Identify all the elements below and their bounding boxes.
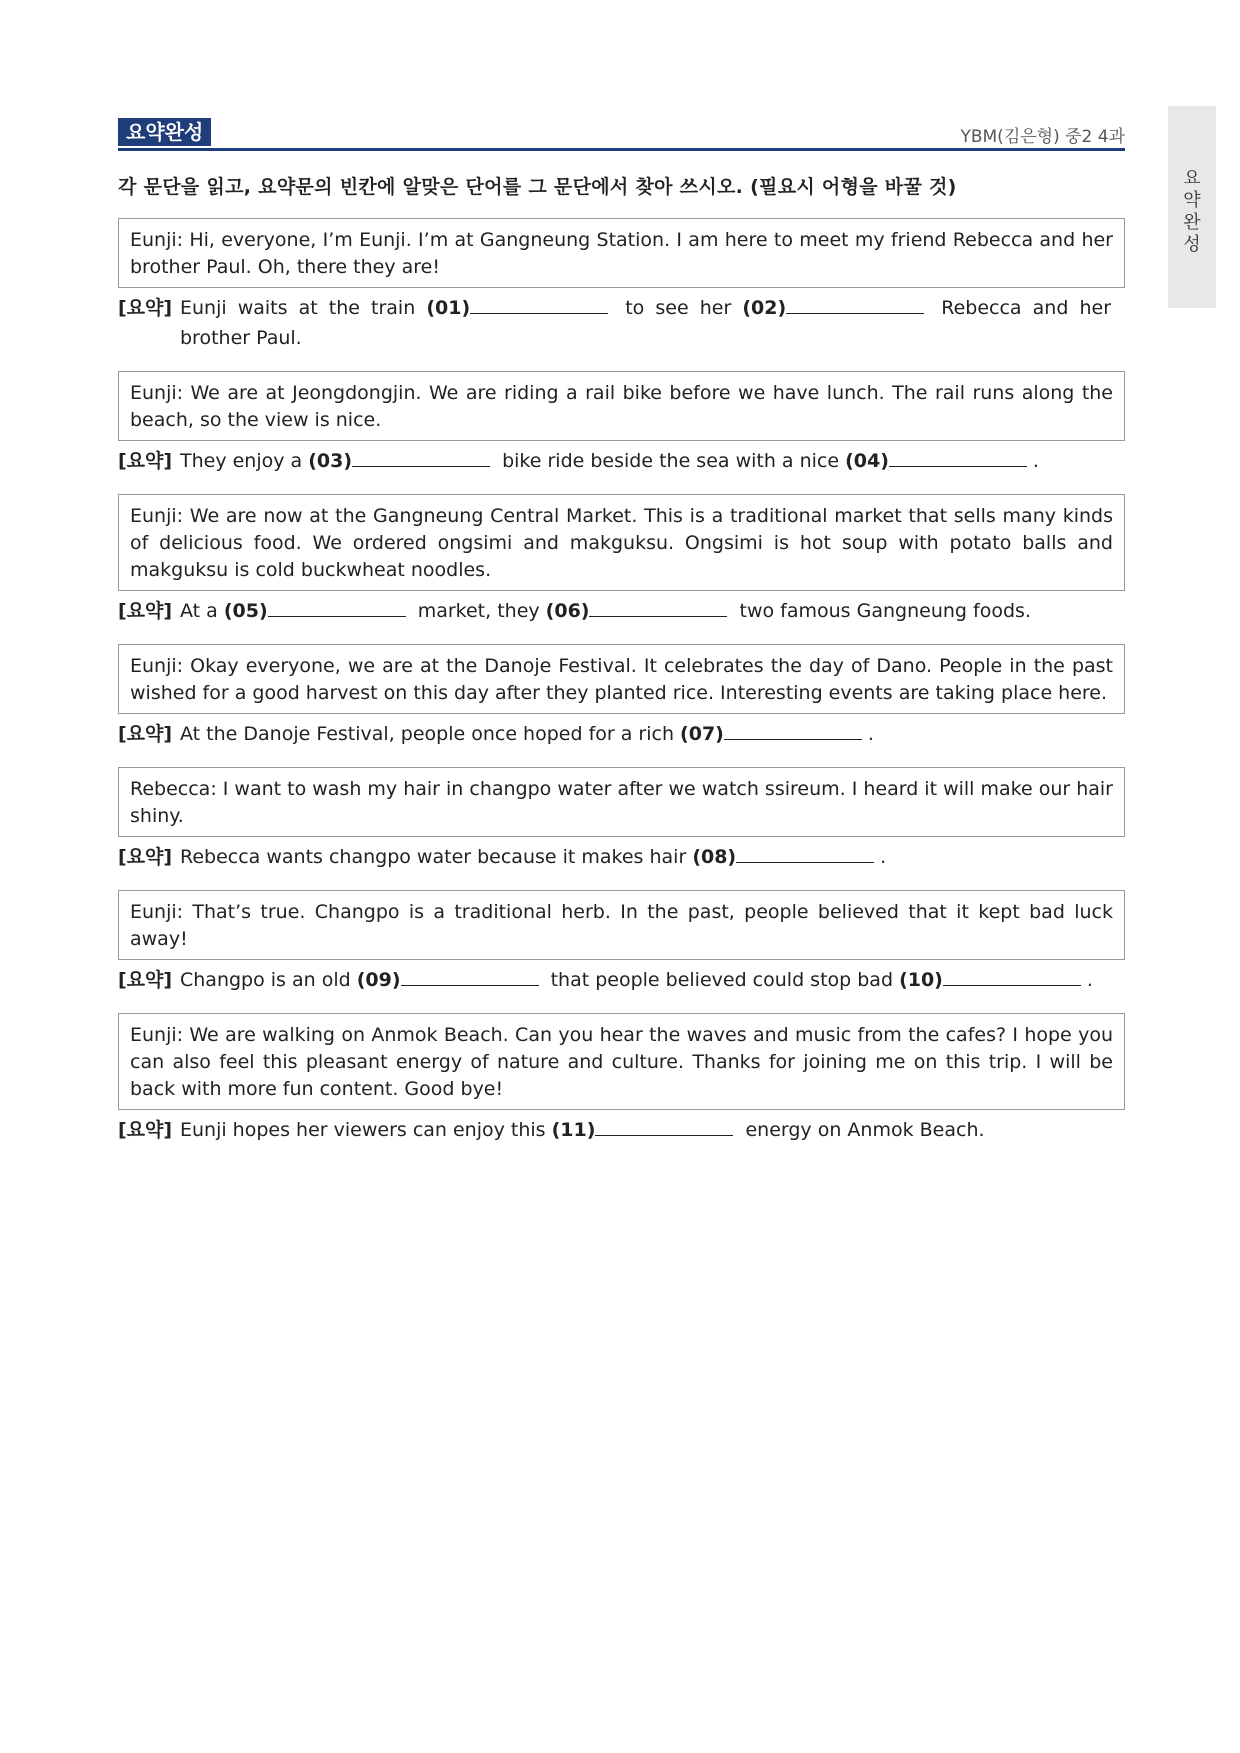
summary-line [118, 719, 1125, 749]
side-tab [1168, 106, 1216, 308]
section-label: 요약완성 [118, 118, 211, 146]
blank-number: (02) [742, 297, 787, 319]
summary-fragment: market, they [411, 600, 546, 622]
summary-fragment: to see her [614, 297, 743, 319]
side-tab-char: 성 [1183, 234, 1201, 255]
summary-fragment: . [867, 723, 874, 745]
answer-blank[interactable] [401, 965, 539, 986]
blank-number: (07) [680, 723, 724, 745]
summary-tag: [요약] [118, 969, 173, 991]
summary-fragment: energy on Anmok Beach. [739, 1119, 985, 1141]
summary-fragment: Rebecca and her brother Paul. [180, 297, 1112, 349]
summary-fragment: two famous Gangneung foods. [733, 600, 1031, 622]
side-tab-char: 약 [1183, 190, 1201, 211]
answer-blank[interactable] [736, 842, 874, 863]
answer-blank[interactable] [889, 446, 1027, 467]
blank-number: (05) [223, 600, 268, 622]
blank-number: (03) [308, 450, 353, 472]
summary-fragment: They enjoy a [180, 450, 309, 472]
answer-blank[interactable] [786, 293, 924, 314]
summary-line [118, 293, 1125, 353]
side-tab-char: 요 [1183, 168, 1201, 189]
summary-line [118, 1115, 1125, 1145]
summary-text [180, 596, 1111, 626]
summary-fragment: . [880, 846, 887, 868]
blank-number: (08) [692, 846, 737, 868]
passage-box: Eunji: We are walking on Anmok Beach. Can you hear the waves and music from the cafes? I hope you can also feel this pleasant energy of nature and culture. Thanks for joining me on this trip. I will be back with more fun content. Good bye! [118, 1013, 1125, 1110]
answer-blank[interactable] [943, 965, 1081, 986]
answer-blank[interactable] [595, 1115, 733, 1136]
passage-box: Rebecca: I want to wash my hair in changpo water after we watch ssireum. I heard it will make our hair shiny. [118, 767, 1125, 837]
blank-number: (06) [545, 600, 590, 622]
summary-tag: [요약] [118, 1119, 173, 1141]
summary-text [180, 293, 1111, 353]
summary-text [180, 446, 1111, 476]
source-label: YBM(김은형) 중2 4과 [960, 127, 1125, 147]
summary-line [118, 446, 1125, 476]
summary-fragment: bike ride beside the sea with a nice [496, 450, 846, 472]
blank-number: (10) [899, 969, 943, 991]
blank-number: (04) [845, 450, 889, 472]
summary-tag: [요약] [118, 297, 173, 319]
summary-tag: [요약] [118, 723, 173, 745]
summary-line [118, 965, 1125, 995]
page-header [118, 118, 1125, 151]
passage-box: Eunji: That’s true. Changpo is a traditional herb. In the past, people believed that it kept bad luck away! [118, 890, 1125, 960]
summary-tag: [요약] [118, 600, 173, 622]
summary-tag: [요약] [118, 846, 173, 868]
summary-fragment: At a [180, 600, 224, 622]
blank-number: (11) [551, 1119, 596, 1141]
answer-blank[interactable] [470, 293, 608, 314]
summary-text [180, 842, 1111, 872]
answer-blank[interactable] [352, 446, 490, 467]
answer-blank[interactable] [268, 596, 406, 617]
summary-tag: [요약] [118, 450, 173, 472]
summary-fragment: Changpo is an old [180, 969, 357, 991]
summary-text [180, 719, 1111, 749]
summary-text [180, 965, 1111, 995]
summary-fragment: At the Danoje Festival, people once hoped for a rich [180, 723, 681, 745]
summary-line [118, 596, 1125, 626]
blank-number: (09) [356, 969, 401, 991]
passage-box: Eunji: Okay everyone, we are at the Danoje Festival. It celebrates the day of Dano. People in the past wished for a good harvest on this day after they planted rice. Interesting events are taking place here. [118, 644, 1125, 714]
summary-fragment: Eunji hopes her viewers can enjoy this [180, 1119, 552, 1141]
instruction: 각 문단을 읽고, 요약문의 빈칸에 알맞은 단어를 그 문단에서 찾아 쓰시오. (필요시 어형을 바꿀 것) [118, 176, 957, 198]
summary-fragment: Eunji waits at the train [180, 297, 427, 319]
passage-box: Eunji: We are at Jeongdongjin. We are riding a rail bike before we have lunch. The rail runs along the beach, so the view is nice. [118, 371, 1125, 441]
passage-box: Eunji: We are now at the Gangneung Central Market. This is a traditional market that sells many kinds of delicious food. We ordered ongsimi and makguksu. Ongsimi is hot soup with potato balls and makguksu is cold buckwheat noodles. [118, 494, 1125, 591]
exercise-list [118, 218, 1125, 1163]
answer-blank[interactable] [589, 596, 727, 617]
answer-blank[interactable] [724, 719, 862, 740]
summary-fragment: that people believed could stop bad [544, 969, 900, 991]
summary-fragment: Rebecca wants changpo water because it makes hair [180, 846, 693, 868]
summary-line [118, 842, 1125, 872]
passage-box: Eunji: Hi, everyone, I’m Eunji. I’m at Gangneung Station. I am here to meet my friend Rebecca and her brother Paul. Oh, there they are! [118, 218, 1125, 288]
summary-fragment: . [1032, 450, 1039, 472]
summary-fragment: . [1086, 969, 1093, 991]
side-tab-char: 완 [1183, 212, 1201, 233]
summary-text [180, 1115, 1111, 1145]
blank-number: (01) [426, 297, 471, 319]
